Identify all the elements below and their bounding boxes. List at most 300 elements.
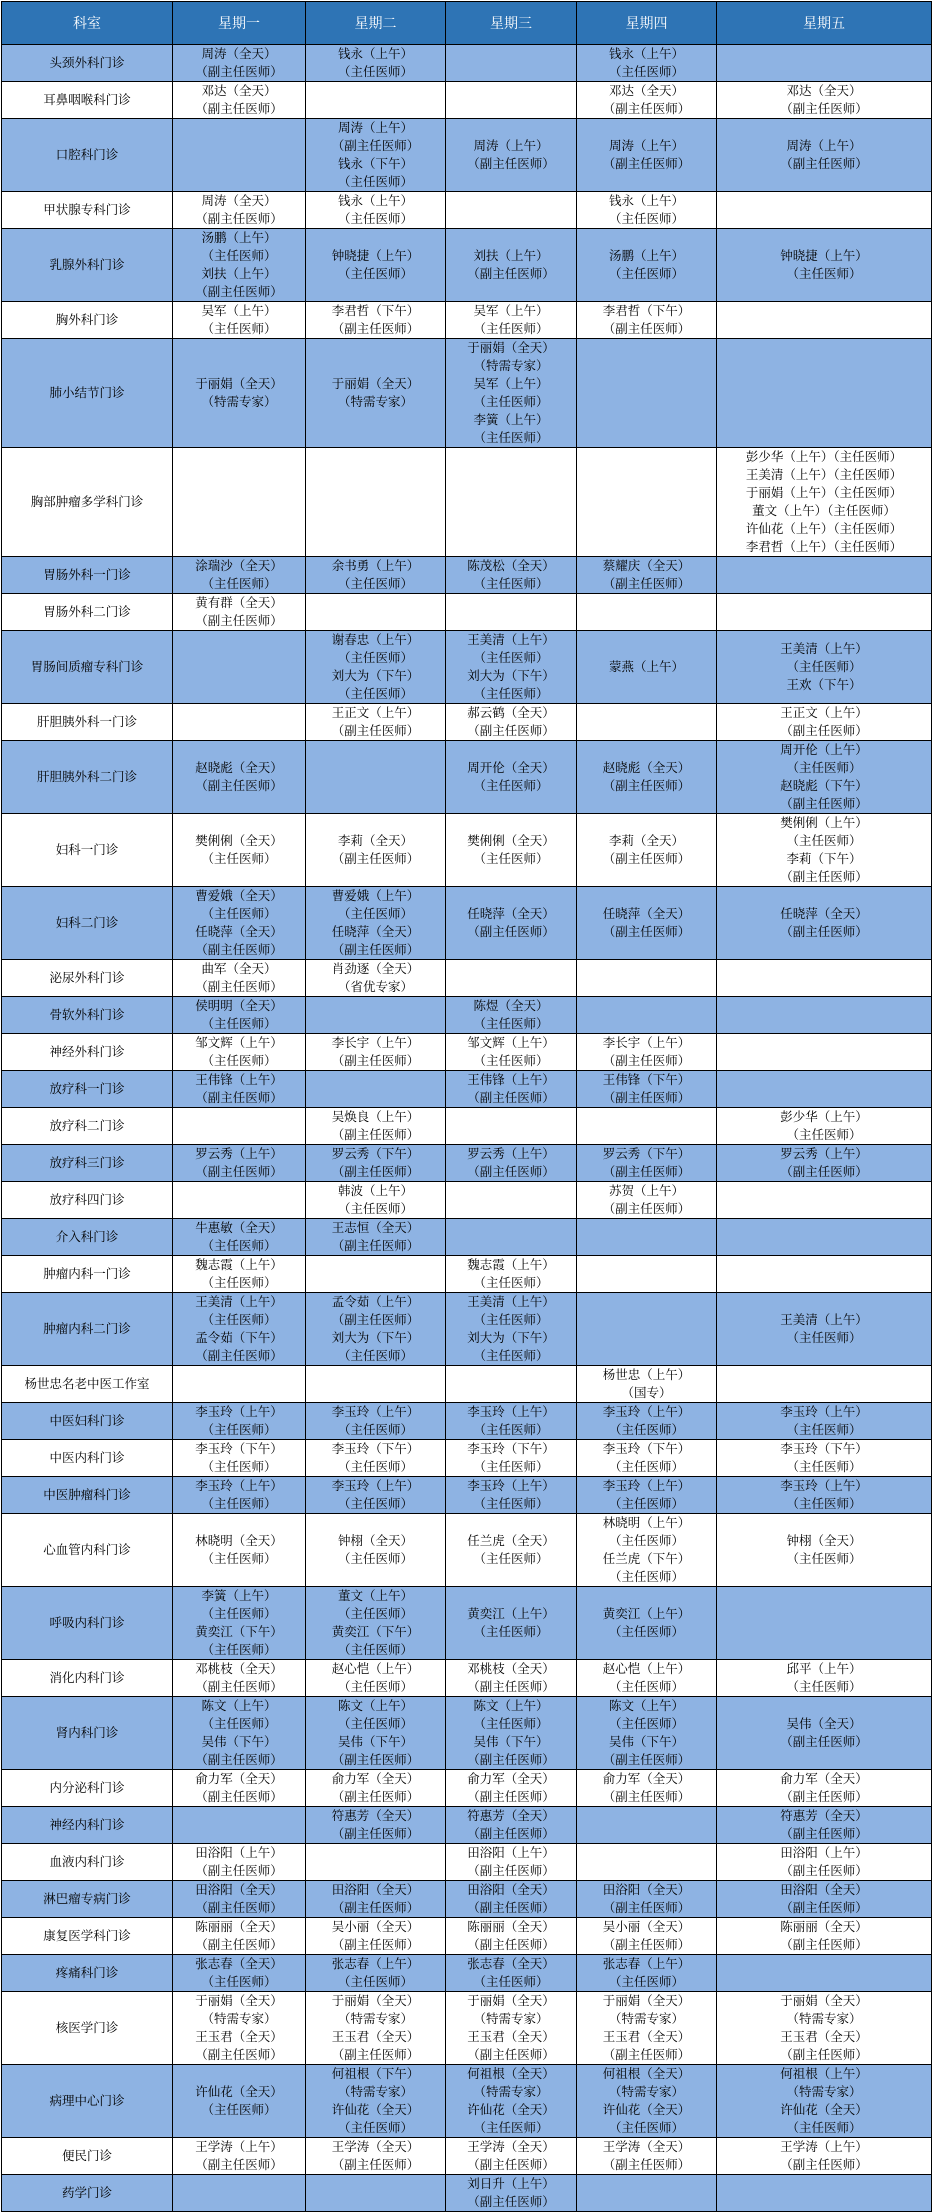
thursday-cell: [577, 1514, 717, 1587]
department-cell: 肿瘤内科一门诊: [2, 1256, 173, 1293]
tuesday-cell: [306, 1770, 446, 1807]
thursday-cell: [577, 1881, 717, 1918]
friday-cell: [717, 1881, 932, 1918]
doctor-line: 任晓萍（全天）: [602, 906, 691, 921]
thursday-cell: [577, 229, 717, 302]
wednesday-cell: [446, 1587, 577, 1660]
friday-cell: [717, 1514, 932, 1587]
doctor-line: （主任医师）: [608, 1459, 684, 1474]
doctor-line: （主任医师）: [786, 1127, 862, 1142]
doctor-line: （特需专家）: [473, 2084, 549, 2099]
header-friday: 星期五: [717, 2, 932, 45]
doctor-line: 于丽娟（全天）: [602, 1993, 691, 2008]
doctor-line: 钟晓捷（上午）: [780, 248, 868, 263]
wednesday-cell: [446, 1366, 577, 1403]
wednesday-cell: [446, 887, 577, 960]
doctor-line: 李莉（全天）: [608, 833, 684, 848]
doctor-line: （副主任医师）: [602, 1752, 691, 1767]
doctor-line: （主任医师）: [473, 1974, 549, 1989]
doctor-line: 赵晓彪（全天）: [602, 760, 691, 775]
doctor-line: （主任医师）: [786, 2120, 862, 2135]
department-cell: 康复医学科门诊: [2, 1918, 173, 1955]
doctor-line: 邓达（全天）: [201, 83, 277, 98]
doctor-line: （副主任医师）: [780, 1826, 868, 1841]
friday-cell: [717, 1145, 932, 1182]
doctor-line: 罗云秀（上午）: [467, 1146, 555, 1161]
monday-cell: [173, 1807, 306, 1844]
wednesday-cell: [446, 741, 577, 814]
doctor-line: 许仙花（全天）: [195, 2084, 283, 2099]
doctor-line: （副主任医师）: [195, 613, 283, 628]
friday-cell: [717, 82, 932, 119]
wednesday-cell: [446, 1955, 577, 1992]
doctor-line: （副主任医师）: [195, 942, 283, 957]
thursday-cell: [577, 1918, 717, 1955]
doctor-line: 董文（上午）: [337, 1588, 413, 1603]
thursday-cell: [577, 1992, 717, 2065]
doctor-line: （副主任医师）: [195, 284, 283, 299]
department-cell: 妇科一门诊: [2, 814, 173, 887]
monday-cell: [173, 1770, 306, 1807]
department-cell: 神经外科门诊: [2, 1034, 173, 1071]
doctor-line: （副主任医师）: [331, 138, 420, 153]
monday-cell: [173, 1145, 306, 1182]
doctor-line: （主任医师）: [786, 1459, 862, 1474]
monday-cell: [173, 229, 306, 302]
table-row: [2, 229, 932, 302]
doctor-line: 刘大为（下午）: [467, 668, 555, 683]
doctor-line: （主任医师）: [337, 64, 413, 79]
tuesday-cell: [306, 1145, 446, 1182]
department-cell: 病理中心门诊: [2, 2065, 173, 2138]
doctor-line: （副主任医师）: [780, 2157, 868, 2172]
department-cell: 便民门诊: [2, 2138, 173, 2175]
doctor-line: 吴伟（下午）: [337, 1734, 413, 1749]
doctor-line: （特需专家）: [786, 2011, 862, 2026]
doctor-line: （主任医师）: [473, 1053, 549, 1068]
table-row: [2, 1477, 932, 1514]
doctor-line: （副主任医师）: [195, 1679, 283, 1694]
doctor-line: 王学涛（全天）: [467, 2139, 555, 2154]
doctor-line: （主任医师）: [201, 1238, 277, 1253]
doctor-line: （主任医师）: [473, 1551, 549, 1566]
doctor-line: （副主任医师）: [331, 1127, 420, 1142]
doctor-line: （主任医师）: [337, 1422, 413, 1437]
doctor-line: （主任医师）: [473, 1624, 549, 1639]
table-row: [2, 814, 932, 887]
doctor-line: （副主任医师）: [331, 2047, 420, 2062]
doctor-line: （副主任医师）: [195, 1789, 283, 1804]
table-row: [2, 631, 932, 704]
doctor-line: （主任医师）: [337, 266, 413, 281]
doctor-line: （副主任医师）: [331, 2157, 420, 2172]
doctor-line: 吴军（上午）: [201, 303, 277, 318]
doctor-line: 钱永（上午）: [337, 46, 413, 61]
thursday-cell: [577, 1660, 717, 1697]
monday-cell: [173, 1918, 306, 1955]
doctor-line: 任晓萍（全天）: [195, 924, 283, 939]
thursday-cell: [577, 339, 717, 448]
tuesday-cell: [306, 2065, 446, 2138]
doctor-line: （主任医师）: [337, 1974, 413, 1989]
tuesday-cell: [306, 302, 446, 339]
monday-cell: [173, 1071, 306, 1108]
doctor-line: 韩波（上午）: [337, 1183, 413, 1198]
doctor-line: 周涛（全天）: [201, 46, 277, 61]
department-cell: 疼痛科门诊: [2, 1955, 173, 1992]
doctor-line: （副主任医师）: [602, 2047, 691, 2062]
friday-cell: [717, 1844, 932, 1881]
doctor-line: 李玉玲（上午）: [331, 1404, 420, 1419]
doctor-line: （主任医师）: [201, 1716, 277, 1731]
doctor-line: 钱永（上午）: [337, 193, 413, 208]
thursday-cell: [577, 1366, 717, 1403]
doctor-line: （主任医师）: [473, 1459, 549, 1474]
doctor-line: （副主任医师）: [780, 1863, 868, 1878]
doctor-line: 王伟锋（上午）: [467, 1072, 555, 1087]
monday-cell: [173, 1514, 306, 1587]
doctor-line: 杨世忠（上午）: [602, 1367, 691, 1382]
doctor-line: 陈文（上午）: [201, 1698, 277, 1713]
doctor-line: （主任医师）: [201, 248, 277, 263]
friday-cell: [717, 1403, 932, 1440]
doctor-line: 彭少华（上午）: [780, 1109, 868, 1124]
monday-cell: [173, 2175, 306, 2212]
thursday-cell: [577, 704, 717, 741]
doctor-line: （主任医师）: [201, 1459, 277, 1474]
doctor-line: （主任医师）: [608, 2120, 684, 2135]
table-row: [2, 887, 932, 960]
department-cell: 肿瘤内科二门诊: [2, 1293, 173, 1366]
doctor-line: 刘扶（上午）: [201, 266, 277, 281]
doctor-line: 魏志霞（上午）: [467, 1257, 555, 1272]
doctor-line: 任晓萍（全天）: [467, 906, 555, 921]
doctor-line: （主任医师）: [608, 1496, 684, 1511]
doctor-line: 于丽娟（全天）: [331, 376, 420, 391]
doctor-line: 刘大为（下午）: [331, 668, 420, 683]
monday-cell: [173, 302, 306, 339]
monday-cell: [173, 1844, 306, 1881]
friday-cell: [717, 631, 932, 704]
table-row: [2, 192, 932, 229]
tuesday-cell: [306, 1108, 446, 1145]
tuesday-cell: [306, 1071, 446, 1108]
doctor-line: （副主任医师）: [780, 156, 868, 171]
doctor-line: 蔡耀庆（全天）: [602, 558, 691, 573]
doctor-line: 许仙花（全天）: [602, 2102, 691, 2117]
friday-cell: [717, 339, 932, 448]
doctor-line: （主任医师）: [201, 1016, 277, 1031]
doctor-line: 陈茂松（全天）: [467, 558, 555, 573]
wednesday-cell: [446, 1182, 577, 1219]
doctor-line: 吴伟（下午）: [201, 1734, 277, 1749]
wednesday-cell: [446, 1918, 577, 1955]
header-wednesday: 星期三: [446, 2, 577, 45]
tuesday-cell: [306, 1293, 446, 1366]
department-cell: 呼吸内科门诊: [2, 1587, 173, 1660]
doctor-line: （副主任医师）: [195, 64, 283, 79]
doctor-line: （主任医师）: [201, 1642, 277, 1657]
doctor-line: （主任医师）: [337, 2120, 413, 2135]
doctor-line: 王玉君（全天）: [780, 2029, 868, 2044]
doctor-line: 于丽娟（全天）: [331, 1993, 420, 2008]
friday-cell: [717, 229, 932, 302]
friday-cell: [717, 1293, 932, 1366]
doctor-line: 李玉玲（下午）: [195, 1441, 283, 1456]
doctor-line: 何祖根（下午）: [331, 2066, 420, 2081]
doctor-line: 刘大为（下午）: [467, 1330, 555, 1345]
department-cell: 内分泌科门诊: [2, 1770, 173, 1807]
friday-cell: [717, 1697, 932, 1770]
table-row: [2, 1992, 932, 2065]
doctor-line: 俞力军（全天）: [331, 1771, 420, 1786]
doctor-line: 黄有群（全天）: [195, 595, 283, 610]
monday-cell: [173, 1293, 306, 1366]
doctor-line: 吴小丽（全天）: [602, 1919, 691, 1934]
wednesday-cell: [446, 1108, 577, 1145]
doctor-line: 黄奕江（下午）: [195, 1624, 283, 1639]
doctor-line: （特需专家）: [608, 2011, 684, 2026]
doctor-line: （主任医师）: [473, 321, 549, 336]
doctor-line: 田浴阳（上午）: [195, 1845, 283, 1860]
doctor-line: 吴伟（下午）: [473, 1734, 549, 1749]
tuesday-cell: [306, 192, 446, 229]
department-cell: 胃肠外科二门诊: [2, 594, 173, 631]
doctor-line: 俞力军（全天）: [602, 1771, 691, 1786]
doctor-line: （副主任医师）: [467, 2157, 555, 2172]
doctor-line: 刘扶（上午）: [473, 248, 549, 263]
doctor-line: （主任医师）: [786, 760, 862, 775]
doctor-line: 蒙燕（上午）: [608, 659, 684, 674]
thursday-cell: [577, 594, 717, 631]
doctor-line: （主任医师）: [608, 1624, 684, 1639]
doctor-line: 田浴阳（全天）: [467, 1882, 555, 1897]
doctor-line: 钱永（上午）: [608, 46, 684, 61]
thursday-cell: [577, 1256, 717, 1293]
thursday-cell: [577, 557, 717, 594]
department-cell: 中医肿瘤科门诊: [2, 1477, 173, 1514]
doctor-line: 任晓萍（全天）: [780, 906, 868, 921]
doctor-line: （主任医师）: [473, 576, 549, 591]
department-cell: 中医妇科门诊: [2, 1403, 173, 1440]
doctor-line: （主任医师）: [337, 576, 413, 591]
wednesday-cell: [446, 1145, 577, 1182]
doctor-line: （特需专家）: [337, 2011, 413, 2026]
doctor-line: （主任医师）: [473, 430, 549, 445]
monday-cell: [173, 2065, 306, 2138]
thursday-cell: [577, 82, 717, 119]
department-cell: 耳鼻咽喉科门诊: [2, 82, 173, 119]
monday-cell: [173, 704, 306, 741]
friday-cell: [717, 1807, 932, 1844]
doctor-line: （副主任医师）: [331, 1238, 420, 1253]
doctor-line: （主任医师）: [201, 1053, 277, 1068]
doctor-line: 王玉君（全天）: [602, 2029, 691, 2044]
doctor-line: 李簧（上午）: [473, 412, 549, 427]
thursday-cell: [577, 1219, 717, 1256]
thursday-cell: [577, 448, 717, 557]
tuesday-cell: [306, 1256, 446, 1293]
wednesday-cell: [446, 1514, 577, 1587]
doctor-line: 田浴阳（全天）: [195, 1882, 283, 1897]
monday-cell: [173, 1440, 306, 1477]
department-cell: 肝胆胰外科一门诊: [2, 704, 173, 741]
department-cell: 药学门诊: [2, 2175, 173, 2212]
doctor-line: （副主任医师）: [195, 1348, 283, 1363]
wednesday-cell: [446, 1477, 577, 1514]
monday-cell: [173, 594, 306, 631]
tuesday-cell: [306, 1844, 446, 1881]
doctor-line: 俞力军（全天）: [195, 1771, 283, 1786]
doctor-line: （副主任医师）: [602, 2157, 691, 2172]
friday-cell: [717, 814, 932, 887]
doctor-line: （主任医师）: [201, 1422, 277, 1437]
tuesday-cell: [306, 1955, 446, 1992]
doctor-line: 陈丽丽（全天）: [195, 1919, 283, 1934]
doctor-line: 黄奕江（下午）: [331, 1624, 420, 1639]
thursday-cell: [577, 887, 717, 960]
tuesday-cell: [306, 631, 446, 704]
friday-cell: [717, 448, 932, 557]
department-cell: 口腔科门诊: [2, 119, 173, 192]
doctor-line: （副主任医师）: [467, 1789, 555, 1804]
friday-cell: [717, 1071, 932, 1108]
doctor-line: （主任医师）: [473, 1016, 549, 1031]
department-cell: 核医学门诊: [2, 1992, 173, 2065]
tuesday-cell: [306, 1881, 446, 1918]
table-header-row: [2, 2, 932, 45]
doctor-line: （特需专家）: [473, 2011, 549, 2026]
doctor-line: （副主任医师）: [780, 1900, 868, 1915]
table-row: [2, 1881, 932, 1918]
table-row: [2, 557, 932, 594]
table-row: [2, 2175, 932, 2212]
friday-cell: [717, 119, 932, 192]
doctor-line: 钟栩（全天）: [337, 1533, 413, 1548]
table-row: [2, 1293, 932, 1366]
tuesday-cell: [306, 1366, 446, 1403]
doctor-line: 郝云鹤（全天）: [467, 705, 555, 720]
doctor-line: （主任医师）: [786, 1679, 862, 1694]
doctor-line: （主任医师）: [786, 1330, 862, 1345]
doctor-line: 王正文（上午）: [331, 705, 420, 720]
doctor-line: （主任医师）: [201, 851, 277, 866]
doctor-line: （副主任医师）: [331, 723, 420, 738]
doctor-line: 邓桃枝（全天）: [467, 1661, 555, 1676]
doctor-line: （副主任医师）: [195, 778, 283, 793]
doctor-line: （主任医师）: [473, 1275, 549, 1290]
doctor-line: 李玉玲（上午）: [467, 1404, 555, 1419]
doctor-line: （主任医师）: [786, 1496, 862, 1511]
wednesday-cell: [446, 997, 577, 1034]
tuesday-cell: [306, 704, 446, 741]
doctor-line: 李玉玲（下午）: [602, 1441, 691, 1456]
doctor-line: 邓桃枝（全天）: [195, 1661, 283, 1676]
tuesday-cell: [306, 1403, 446, 1440]
doctor-line: 钟晓捷（上午）: [331, 248, 420, 263]
monday-cell: [173, 1366, 306, 1403]
doctor-line: （副主任医师）: [602, 778, 691, 793]
doctor-line: 李长宇（上午）: [602, 1035, 691, 1050]
doctor-line: 邹文辉（上午）: [467, 1035, 555, 1050]
friday-cell: [717, 997, 932, 1034]
doctor-line: 李玉玲（上午）: [602, 1478, 691, 1493]
doctor-line: 于丽娟（上午）（主任医师）: [745, 485, 903, 500]
doctor-line: 俞力军（全天）: [467, 1771, 555, 1786]
doctor-line: 罗云秀（上午）: [780, 1146, 868, 1161]
doctor-line: 于丽娟（全天）: [467, 1993, 555, 2008]
thursday-cell: [577, 1440, 717, 1477]
doctor-line: 何祖根（全天）: [602, 2066, 691, 2081]
doctor-line: （特需专家）: [201, 394, 277, 409]
doctor-line: 李簧（上午）: [201, 1588, 277, 1603]
monday-cell: [173, 997, 306, 1034]
doctor-line: 王美清（上午）: [467, 1294, 555, 1309]
department-cell: 肾内科门诊: [2, 1697, 173, 1770]
doctor-line: 陈文（上午）: [337, 1698, 413, 1713]
table-row: [2, 2065, 932, 2138]
tuesday-cell: [306, 1992, 446, 2065]
doctor-line: 何祖根（全天）: [467, 2066, 555, 2081]
monday-cell: [173, 1108, 306, 1145]
doctor-line: （副主任医师）: [780, 723, 868, 738]
thursday-cell: [577, 631, 717, 704]
doctor-line: （国专）: [621, 1385, 672, 1400]
thursday-cell: [577, 1697, 717, 1770]
doctor-line: （特需专家）: [608, 2084, 684, 2099]
doctor-line: 田浴阳（全天）: [331, 1882, 420, 1897]
table-row: [2, 1807, 932, 1844]
doctor-line: （副主任医师）: [467, 1937, 555, 1952]
friday-cell: [717, 741, 932, 814]
doctor-line: （主任医师）: [201, 2102, 277, 2117]
friday-cell: [717, 1918, 932, 1955]
doctor-line: （主任医师）: [608, 1422, 684, 1437]
thursday-cell: [577, 1071, 717, 1108]
wednesday-cell: [446, 1219, 577, 1256]
doctor-line: （副主任医师）: [602, 1090, 691, 1105]
doctor-line: 邓达（全天）: [786, 83, 862, 98]
thursday-cell: [577, 1844, 717, 1881]
department-cell: 泌尿外科门诊: [2, 960, 173, 997]
wednesday-cell: [446, 119, 577, 192]
doctor-line: 李莉（下午）: [786, 851, 862, 866]
tuesday-cell: [306, 997, 446, 1034]
tuesday-cell: [306, 229, 446, 302]
doctor-line: （主任医师）: [201, 1312, 277, 1327]
wednesday-cell: [446, 594, 577, 631]
department-cell: 血液内科门诊: [2, 1844, 173, 1881]
thursday-cell: [577, 960, 717, 997]
thursday-cell: [577, 1403, 717, 1440]
doctor-line: 李玉玲（上午）: [331, 1478, 420, 1493]
monday-cell: [173, 192, 306, 229]
doctor-line: 王学涛（上午）: [195, 2139, 283, 2154]
wednesday-cell: [446, 45, 577, 82]
department-cell: 消化内科门诊: [2, 1660, 173, 1697]
doctor-line: （副主任医师）: [780, 924, 868, 939]
tuesday-cell: [306, 814, 446, 887]
doctor-line: （副主任医师）: [331, 321, 420, 336]
doctor-line: 孟令茹（下午）: [195, 1330, 283, 1345]
department-cell: 放疗科二门诊: [2, 1108, 173, 1145]
monday-cell: [173, 1034, 306, 1071]
tuesday-cell: [306, 1182, 446, 1219]
doctor-line: （副主任医师）: [331, 1752, 420, 1767]
doctor-line: （副主任医师）: [467, 1090, 555, 1105]
doctor-line: 张志春（上午）: [331, 1956, 420, 1971]
friday-cell: [717, 1108, 932, 1145]
